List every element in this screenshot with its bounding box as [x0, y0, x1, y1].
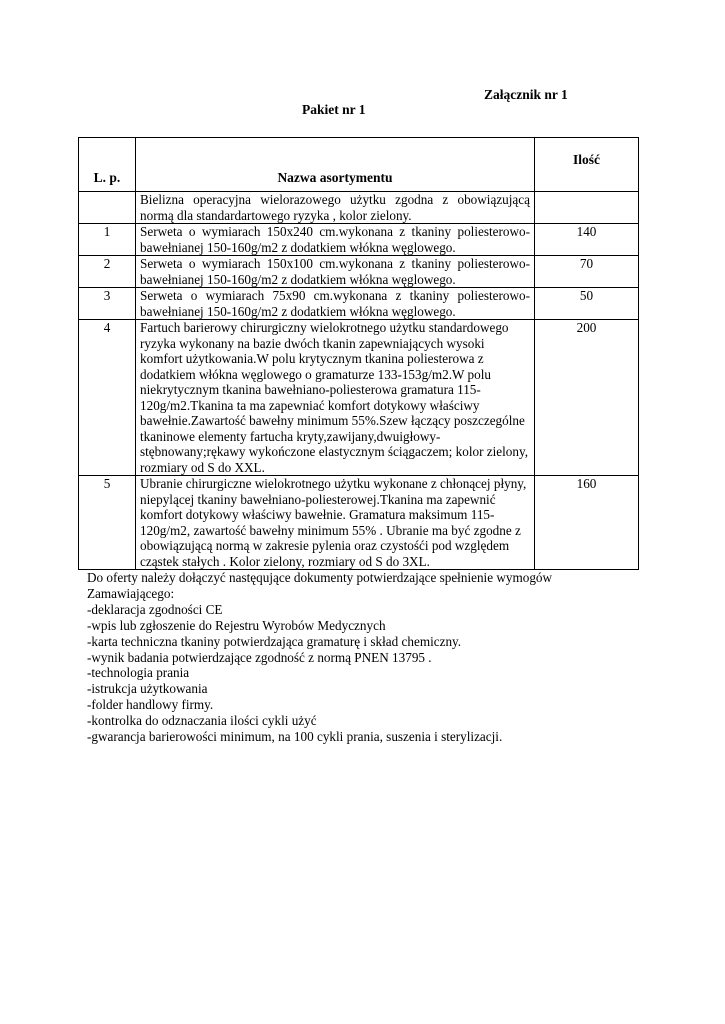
- table-cell-name: Serweta o wymiarach 150x240 cm.wykonana z tkaniny poliesterowo-bawełnianej 150-160g/m2 z dodatkiem włókna węglowego.: [136, 224, 535, 256]
- table-cell-name: Serweta o wymiarach 75x90 cm.wykonana z tkaniny poliesterowo-bawełnianej 150-160g/m2 z dodatkiem włókna węglowego.: [136, 288, 535, 320]
- table-cell-qty: [535, 192, 639, 224]
- list-item: -istrukcja użytkowania: [87, 681, 208, 697]
- list-item: -wynik badania potwierdzające zgodność z normą PNEN 13795 .: [87, 649, 432, 665]
- table-cell-lp: 3: [79, 288, 136, 320]
- table-cell-lp: 1: [79, 224, 136, 256]
- table-cell-qty: 50: [535, 288, 639, 320]
- notes-line: Do oferty należy dołączyć nastęqujące dokumenty potwierdzające spełnienie wymogów: [87, 570, 553, 585]
- package-title: Pakiet nr 1: [302, 102, 366, 117]
- list-item: -technologia prania: [87, 665, 190, 681]
- required-documents-list: [87, 570, 607, 745]
- table-cell-lp: 5: [79, 476, 136, 570]
- table-cell-lp: 2: [79, 256, 136, 288]
- list-item: -karta techniczna tkaniny potwierdzająca gramaturę i skład chemiczny.: [87, 633, 462, 649]
- table-row: [79, 476, 639, 570]
- table-header-row: [79, 138, 639, 192]
- table-cell-name: Fartuch barierowy chirurgiczny wielokrotnego użytku standardowego ryzyka wykonany na bazie dwóch tkanin zapewniających wysoki komfort użytkowania.W polu krytycznym tkanina poliesterowa z dodatkiem włókna węglowego o gramaturze 133-153g/m2.W polu niekrytycznym tkanina bawełniano-poliesterowa gramatura 115-120g/m2.Tkanina ta ma zapewniać komfort dotykowy właściwy bawełnie.Zawartość bawełny minimum 55%.Szew łączący poszczególne tkaninowe elementy fartucha kryty,zawijany,dwuigłowy-stębnowany;rękawy wykończone elastycznym ściągaczem; kolor zielony, rozmiary od S do XXL.: [136, 320, 535, 476]
- list-item: -folder handlowy firmy.: [87, 697, 214, 713]
- column-header-lp: L. p.: [79, 138, 136, 192]
- table-cell-qty: 70: [535, 256, 639, 288]
- list-item: -gwarancja barierowości minimum, na 100 cykli prania, suszenia i sterylizacji.: [87, 729, 503, 745]
- table-row: [79, 320, 639, 476]
- table-row-intro: [79, 192, 639, 224]
- list-item: -wpis lub zgłoszenie do Rejestru Wyrobów Medycznych: [87, 617, 386, 633]
- attachment-label: Załącznik nr 1: [484, 87, 568, 102]
- table-cell-intro: Bielizna operacyjna wielorazowego użytku zgodna z obowiązującą normą dla standardartowego ryzyka , kolor zielony.: [136, 192, 535, 224]
- table-cell-qty: 140: [535, 224, 639, 256]
- list-item: -kontrolka do odznaczania ilości cykli użyć: [87, 713, 317, 729]
- list-item: -deklaracja zgodności CE: [87, 601, 223, 617]
- table-cell-qty: 200: [535, 320, 639, 476]
- table-row: [79, 256, 639, 288]
- table-row: [79, 288, 639, 320]
- column-header-name: Nazwa asortymentu: [136, 138, 535, 192]
- table-cell-name: Serweta o wymiarach 150x100 cm.wykonana z tkaniny poliesterowo-bawełnianej 150-160g/m2 z dodatkiem włókna węglowego.: [136, 256, 535, 288]
- assortment-table: [78, 137, 639, 570]
- table-row: [79, 224, 639, 256]
- table-cell-qty: 160: [535, 476, 639, 570]
- notes-line: Zamawiającego:: [87, 585, 175, 601]
- table-cell-lp: 4: [79, 320, 136, 476]
- table-cell-name: Ubranie chirurgiczne wielokrotnego użytku wykonane z chłonącej płyny, niepylącej tkaniny bawełniano-poliesterowej.Tkanina ma zapewnić komfort dotykowy właściwy bawełnie. Gramatura maksimum 115-120g/m2, zawartość bawełny minimum 55% . Ubranie ma być zgodne z obowiązującą normą w zakresie pylenia oraz czystośći pod względem cząstek stałych . Kolor zielony, rozmiary od S do 3XL.: [136, 476, 535, 570]
- table-cell-lp: [79, 192, 136, 224]
- column-header-qty: Ilość: [535, 138, 639, 192]
